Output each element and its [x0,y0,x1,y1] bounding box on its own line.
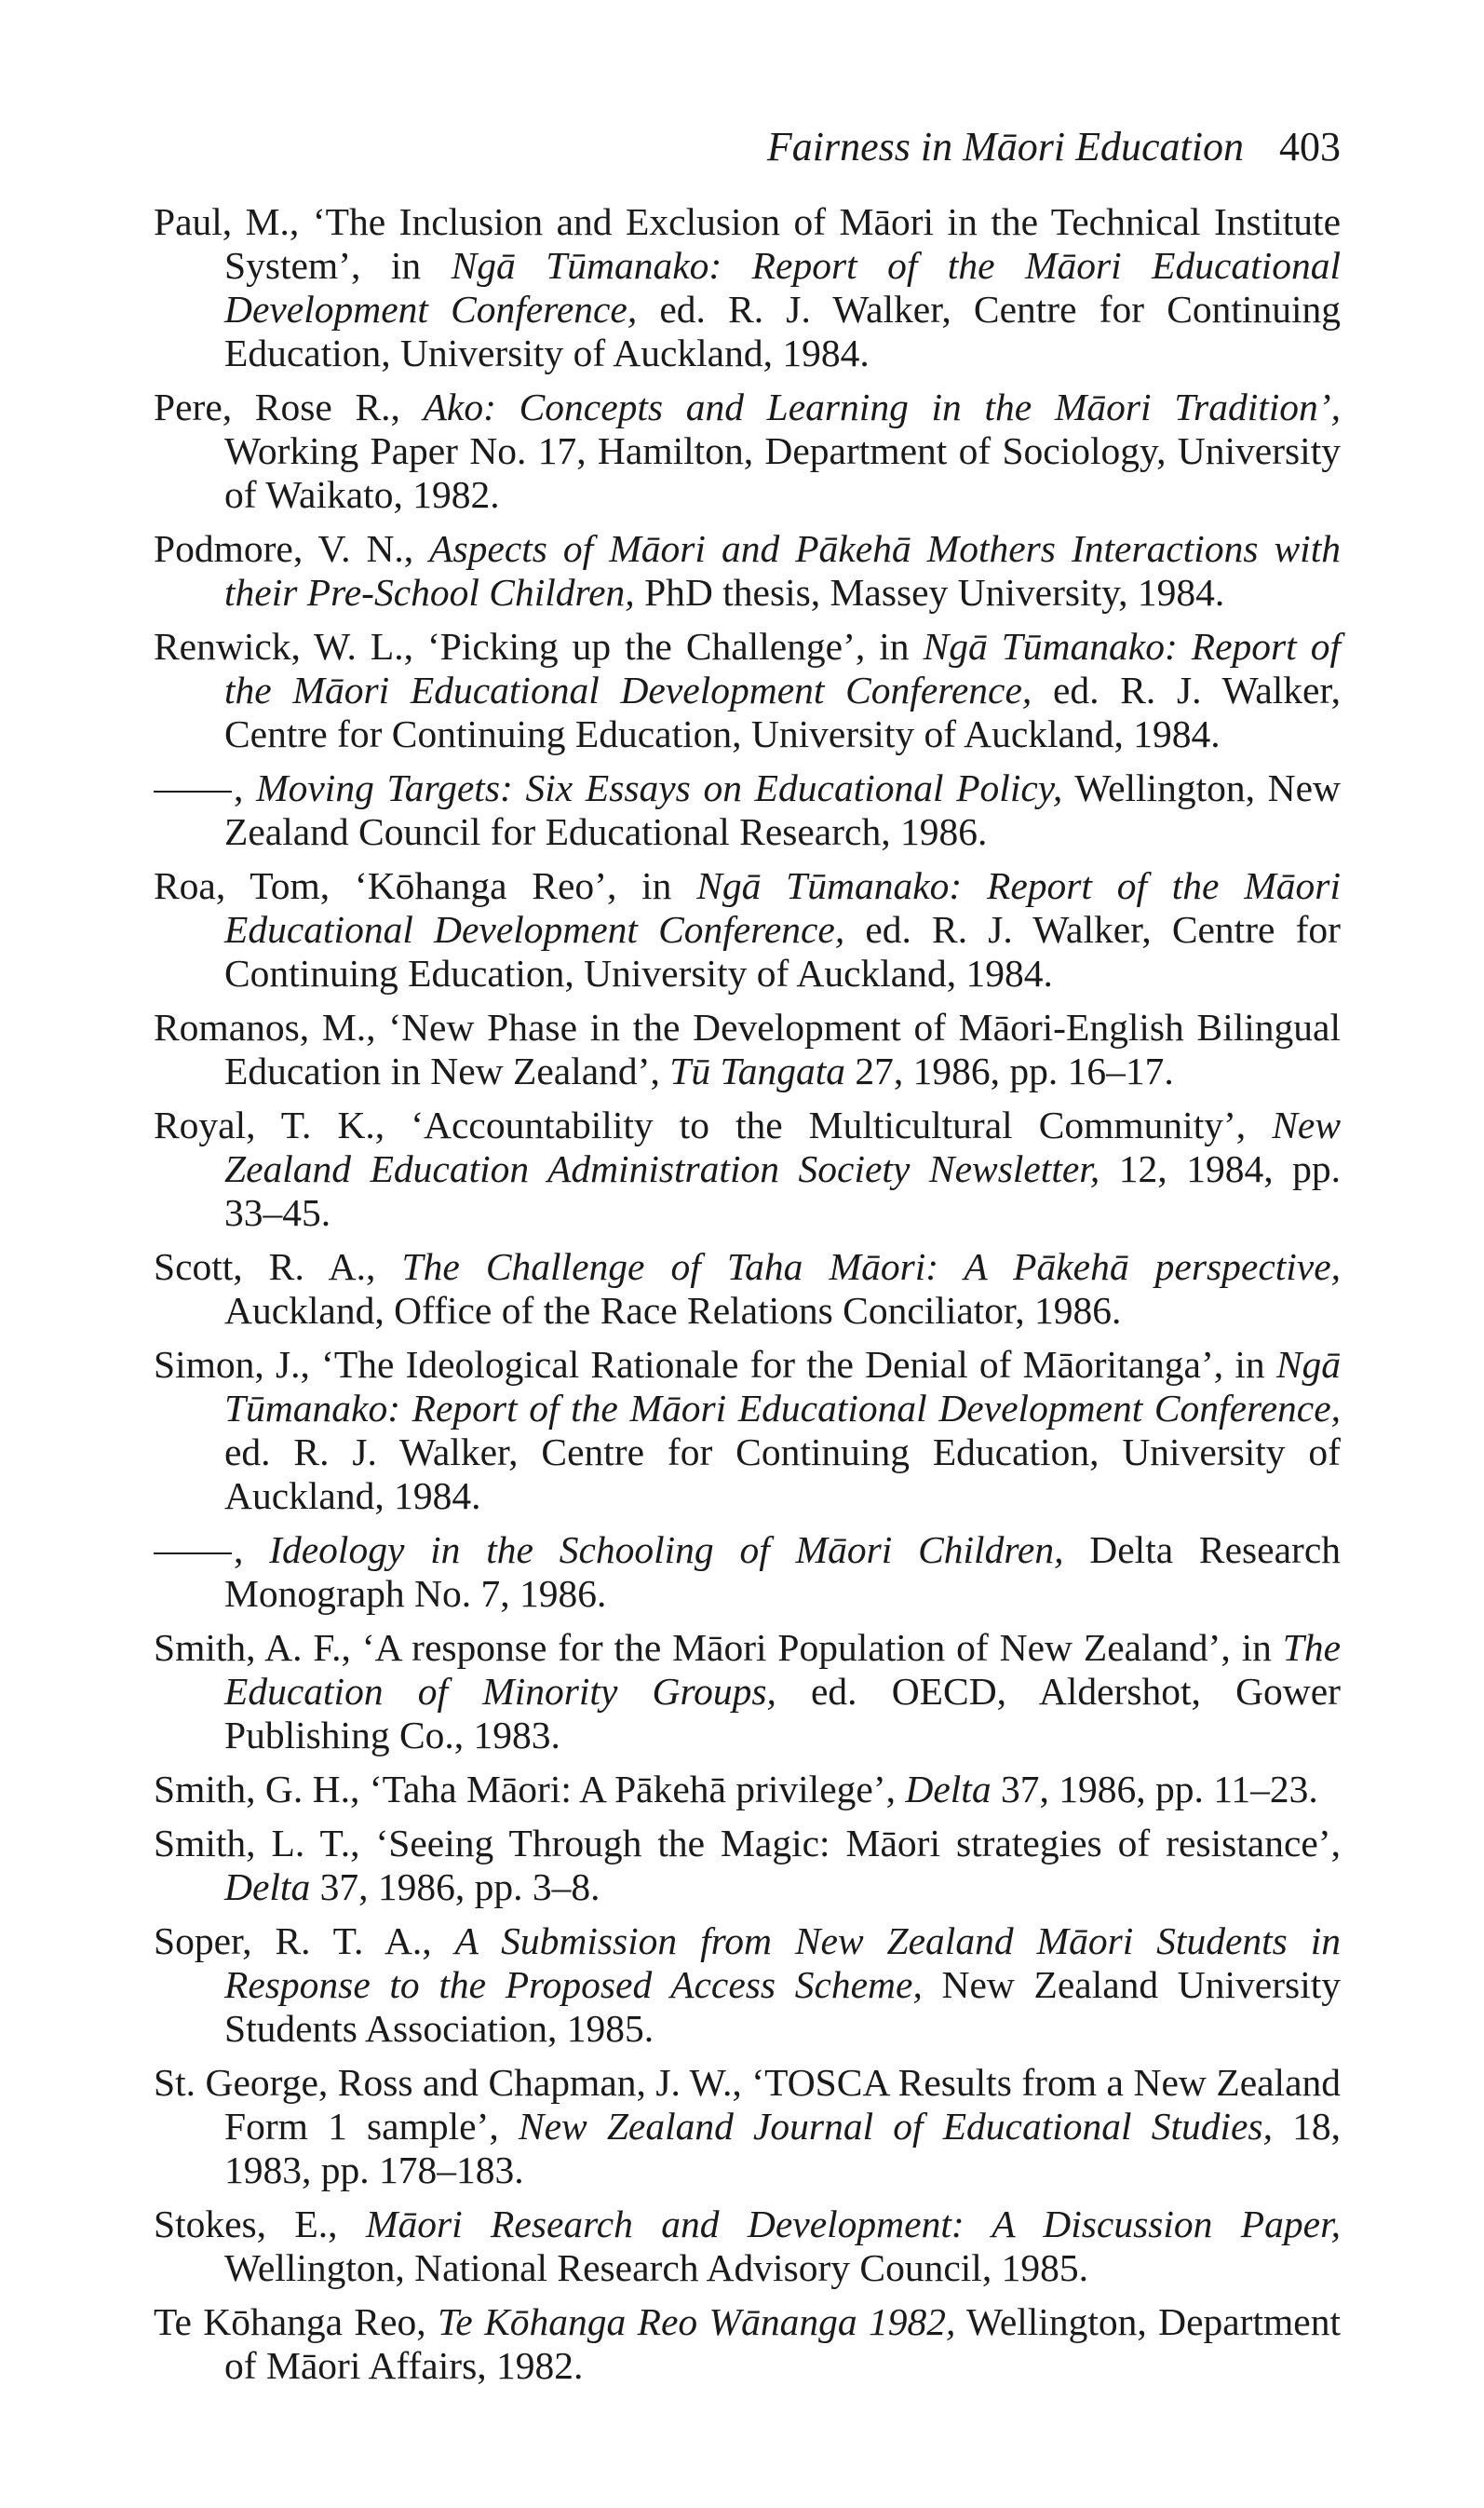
ref-title: Māori Research and Development: A Discussion Paper, [365,2203,1341,2245]
reference-entry [154,766,1341,854]
reference-entry [154,1528,1341,1616]
ref-author: Stokes, E., [154,2203,366,2245]
ref-text: ‘TOSCA Results from a New Zealand Form 1 sample’, [224,2061,1341,2148]
ref-details: Auckland, Office of the Race Relations Conciliator, 1986. [224,1289,1122,1332]
ref-text: ‘A response for the Māori Population of New Zealand’, in [361,1626,1283,1669]
reference-entry [154,1343,1341,1518]
ref-author: Smith, A. F., [154,1626,362,1669]
ditto-dash [154,791,232,793]
ref-details: 37, 1986, pp. 3–8. [310,1865,600,1908]
ref-title: Ako: Concepts and Learning in the Māori Tradition’, [423,386,1341,428]
ref-title: Ngā Tūmanako: Report of the Māori Educational Development Conference, [224,244,1341,331]
ref-author: Smith, G. H., [154,1768,370,1810]
ref-author: Royal, T. K., [154,1104,411,1146]
ref-title: Delta [905,1768,992,1810]
ref-author: Simon, J., [154,1343,322,1386]
ref-author: , [234,766,257,809]
ref-text: ‘Seeing Through the Magic: Māori strategies of resistance’, [375,1822,1341,1864]
ref-author: Te Kōhanga Reo, [154,2300,438,2343]
reference-entry [154,1006,1341,1093]
ref-author: St. George, Ross and Chapman, J. W., [154,2061,752,2104]
ref-text: ‘Accountability to the Multicultural Community’, [411,1104,1273,1146]
ref-title: Ngā Tūmanako: Report of the Māori Educational Development Conference, [224,1343,1341,1430]
ref-author: Roa, Tom, [154,864,355,907]
reference-entry [154,1245,1341,1333]
reference-entry [154,2061,1341,2192]
ref-title: Te Kōhanga Reo Wānanga 1982, [438,2300,956,2343]
reference-entry [154,1768,1341,1811]
ref-text: ‘Taha Māori: A Pākehā privilege’, [369,1768,906,1810]
ref-author: Romanos, M., [154,1006,389,1049]
ref-details: ed. R. J. Walker, Centre for Continuing Education, University of Auckland, 1984. [224,669,1341,755]
ref-text: ‘New Phase in the Development of Māori-English Bilingual Education in New Zealand’, [224,1006,1341,1092]
ref-title: The Challenge of Taha Māori: A Pākehā perspective, [401,1245,1342,1288]
ref-text: ‘The Ideological Rationale for the Denial of Māoritanga’, in [321,1343,1276,1386]
ref-title: Delta [224,1865,311,1908]
reference-entry [154,527,1341,615]
ref-details: 12, 1984, pp. 33–45. [224,1147,1342,1234]
ref-details: 37, 1986, pp. 11–23. [991,1768,1318,1810]
ref-details: ed. OECD, Aldershot, Gower Publishing Co., 1983. [224,1670,1342,1756]
ref-author: Paul, M., [154,200,313,243]
ref-details: Working Paper No. 17, Hamilton, Department of Sociology, University of Waikato, 1982. [224,429,1341,516]
ref-details: 18, 1983, pp. 178–183. [224,2105,1341,2191]
reference-entry [154,625,1341,756]
ref-details: ed. R. J. Walker, Centre for Continuing Education, University of Auckland, 1984. [224,908,1341,995]
ref-author: Scott, R. A., [154,1245,402,1288]
reference-entry [154,1822,1341,1909]
ref-details: Wellington, Department of Māori Affairs, 1982. [224,2300,1342,2387]
ref-author: Podmore, V. N., [154,527,430,570]
ref-text: ‘The Inclusion and Exclusion of Māori in the Technical Institute System’, in [224,200,1342,287]
ref-title: New Zealand Journal of Educational Studies, [518,2105,1273,2148]
ref-details: Delta Research Monograph No. 7, 1986. [224,1528,1342,1615]
ref-author: Pere, Rose R., [154,386,424,428]
reference-entry [154,2300,1341,2388]
ref-title: A Submission from New Zealand Māori Students in Response to the Proposed Access Scheme, [224,1919,1341,2006]
ref-details: New Zealand University Students Association, 1985. [224,1963,1342,2050]
ref-text: ‘Picking up the Challenge’, in [426,625,924,668]
ref-details: PhD thesis, Massey University, 1984. [634,571,1225,614]
ref-author: , [234,1528,270,1571]
ref-title: Aspects of Māori and Pākehā Mothers Interactions with their Pre-School Children, [224,527,1341,614]
ref-title: Ideology in the Schooling of Māori Children, [269,1528,1064,1571]
ref-details: 27, 1986, pp. 16–17. [845,1050,1174,1092]
ref-title: Ngā Tūmanako: Report of the Māori Educational Development Conference, [224,625,1341,712]
ref-text: ‘Kōhanga Reo’, in [354,864,697,907]
ref-details: Wellington, National Research Advisory Council, 1985. [224,2246,1088,2289]
ditto-dash [154,1552,232,1554]
ref-details: ed. R. J. Walker, Centre for Continuing Education, University of Auckland, 1984. [224,1430,1341,1517]
reference-entry [154,1919,1341,2051]
ref-title: New Zealand Education Administration Society Newsletter, [224,1104,1341,1190]
running-title: Fairness in Māori Education [766,124,1244,169]
ref-details: Wellington, New Zealand Council for Educational Research, 1986. [224,766,1342,853]
running-head [154,121,1341,173]
ref-title: Ngā Tūmanako: Report of the Māori Educational Development Conference, [224,864,1341,951]
ref-author: Soper, R. T. A., [154,1919,455,1962]
ref-author: Renwick, W. L., [154,625,427,668]
reference-entry [154,1104,1341,1235]
reference-entry [154,200,1341,375]
reference-entry [154,386,1341,517]
reference-entry [154,864,1341,996]
page-number: 403 [1279,124,1341,169]
ref-title: Moving Targets: Six Essays on Educational Policy, [256,766,1063,809]
reference-entry [154,2203,1341,2290]
ref-title: The Education of Minority Groups, [224,1626,1342,1713]
ref-details: ed. R. J. Walker, Centre for Continuing Education, University of Auckland, 1984. [224,288,1341,374]
reference-entry [154,1626,1341,1757]
reference-list [154,200,1341,2398]
ref-title: Tū Tangata [669,1050,845,1092]
ref-author: Smith, L. T., [154,1822,376,1864]
